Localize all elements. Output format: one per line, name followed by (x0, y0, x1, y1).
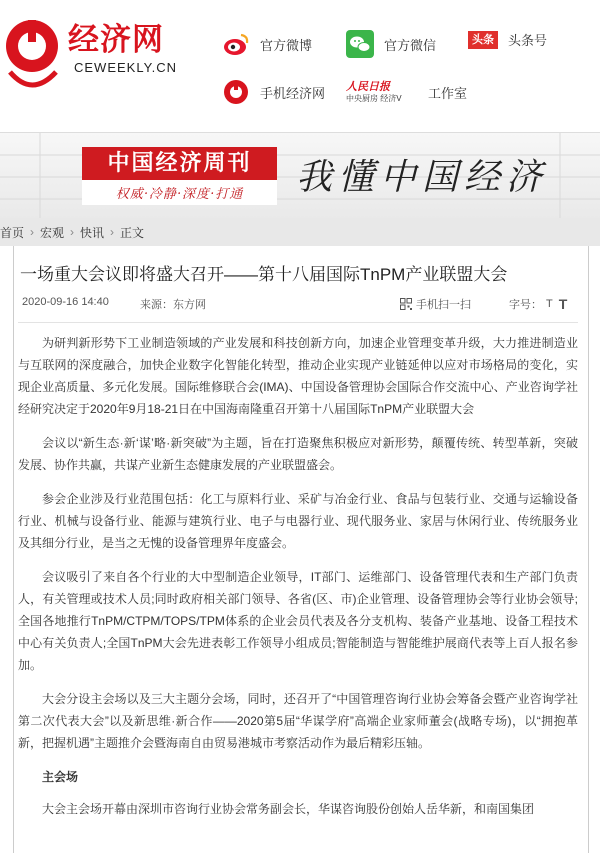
wechat-link[interactable] (346, 30, 436, 58)
scan-label: 手机扫一扫 (416, 299, 471, 311)
font-small-button[interactable]: T (546, 298, 553, 310)
breadcrumb-separator: › (30, 225, 35, 239)
breadcrumb-home[interactable]: 首页 (0, 225, 25, 240)
magazine-banner[interactable] (0, 132, 600, 219)
breadcrumb (0, 218, 600, 246)
wechat-icon (346, 30, 374, 58)
article (13, 246, 589, 853)
mobile-link[interactable] (222, 78, 325, 106)
scan-button[interactable] (400, 296, 471, 312)
studio-logo-icon (346, 78, 414, 106)
banner-slogan: 权威·冷静·深度·打通 (115, 187, 244, 202)
article-body (18, 332, 578, 832)
logo-mark-icon (4, 12, 62, 98)
weibo-icon (222, 30, 250, 58)
article-title: 一场重大会议即将盛大召开——第十八届国际TnPM产业联盟大会 (20, 265, 508, 284)
article-paragraph: 大会主会场开幕由深圳市咨询行业协会常务副会长，华谋咨询股份创始人岳华新，和南国集团 (42, 802, 535, 816)
toutiao-badge: 头条 (472, 33, 494, 46)
article-paragraph: 为研判新形势下工业制造领域的产业发展和科技创新方向，加速企业管理变革升级，大力推进制造业与互联网的深度融合，加快企业数字化智能化转型，推动企业实现产业链延伸以应对市场格局的变化，实现企业高质量、多元化发展。国际维修联合会(IMA)、中国设备管理协会国际合作交流中心、产业咨询学社经研究决定于2020年9月18-21日在中国海南隆重召开第十八届国际TnPM产业联盟大会 (18, 336, 578, 416)
article-paragraph: 会议以“新生态·新‘谋’略·新突破”为主题，旨在打造聚焦积极应对新形势，颠覆传统、转型革新，突破发展、协作共赢，共谋产业新生态健康发展的产业联盟盛会。 (18, 436, 578, 472)
studio-brand: 人民日报 (346, 81, 390, 93)
mobile-label: 手机经济网 (260, 85, 326, 101)
studio-label: 工作室 (428, 85, 468, 101)
toutiao-label: 头条号 (508, 33, 548, 48)
article-subheading: 主会场 (42, 770, 79, 784)
breadcrumb-separator: › (110, 225, 115, 239)
breadcrumb-news[interactable]: 快讯 (80, 225, 105, 240)
logo-text-cn: 经济网 (68, 22, 164, 58)
banner-calligraphy: 我懂中国经济 (296, 157, 549, 198)
site-logo[interactable] (4, 10, 204, 94)
studio-line: 中央厨房 经济V (346, 94, 402, 103)
toutiao-icon (468, 31, 498, 49)
weibo-label: 官方微博 (260, 37, 313, 53)
banner-title: 中国经济周刊 (82, 147, 277, 180)
meta-divider (18, 322, 578, 323)
font-size-control (509, 296, 567, 312)
article-paragraph: 会议吸引了来自各个行业的大中型制造企业领导，IT部门、运维部门、设备管理代表和生产部门负责人，有关管理或技术人员;同时政府相关部门领导、各省(区、市)企业管理、设备管理协会等行业协会领导;全国各地推行TnPM/CTPM/TOPS/TPM体系的企业会员代表及各分支机构、装备产业基地、设备工程技术中心有关负责人;全国TnPM大会先进表彰工作领导小组成员;智能制造与智能维护展商代表等上百人报名参加。 (18, 570, 578, 672)
weibo-link[interactable] (222, 30, 312, 58)
article-date: 2020-09-16 14:40 (22, 296, 109, 308)
mobile-icon (222, 78, 250, 106)
banner-title-box (82, 147, 277, 205)
breadcrumb-macro[interactable]: 宏观 (40, 225, 65, 240)
qr-code-icon (400, 298, 412, 310)
site-header (0, 0, 600, 132)
toutiao-link[interactable] (468, 30, 547, 49)
wechat-label: 官方微信 (384, 37, 437, 53)
logo-text-en: CEWEEKLY.CN (74, 60, 177, 75)
breadcrumb-current: 正文 (120, 225, 145, 240)
article-source: 来源：东方网 (140, 299, 206, 311)
font-large-button[interactable]: T (558, 296, 568, 312)
font-size-label: 字号： (509, 299, 542, 311)
article-meta (22, 296, 582, 314)
studio-link[interactable] (346, 78, 467, 106)
breadcrumb-separator: › (70, 225, 75, 239)
article-paragraph: 参会企业涉及行业范围包括：化工与原料行业、采矿与冶金行业、食品与包装行业、交通与运输设备行业、机械与设备行业、能源与建筑行业、电子与电器行业、现代服务业、家居与休闲行业、传统服务业及其细分行业，是当之无愧的设备管理界年度盛会。 (18, 492, 578, 550)
article-paragraph: 大会分设主会场以及三大主题分会场，同时，还召开了“中国管理咨询行业协会筹备会暨产业咨询学社第二次代表大会”以及新思维·新合作——2020第5届“华谋学府”高端企业家师董会(战略专场)，以“拥抱革新，把握机遇”主题推介会暨海南自由贸易港城市考察活动作为最后精彩压轴。 (18, 692, 578, 750)
